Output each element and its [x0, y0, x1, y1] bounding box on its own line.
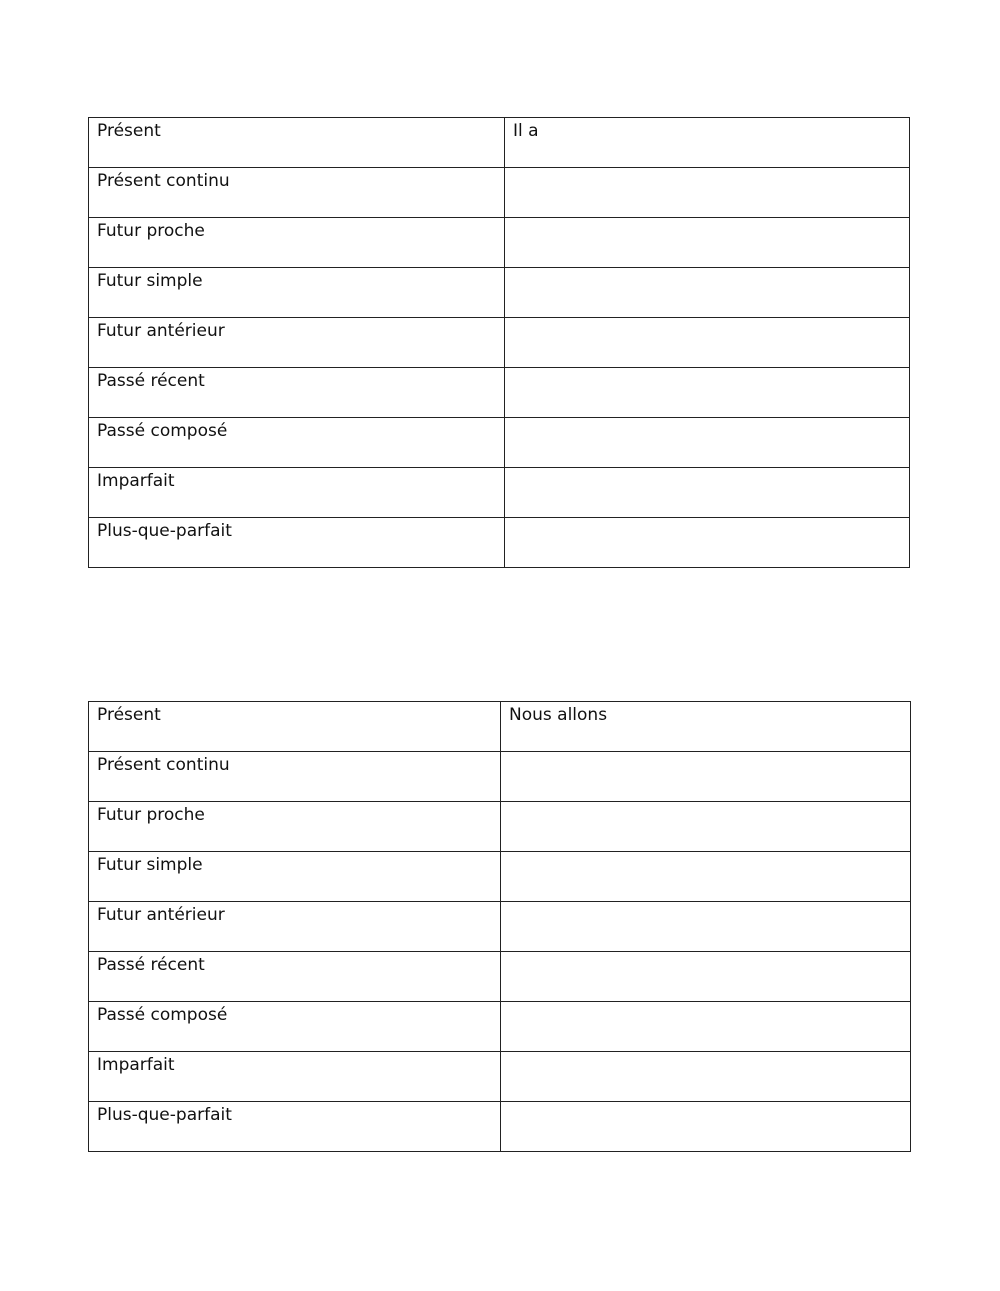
tense-label: Futur antérieur: [97, 321, 225, 341]
answer-cell[interactable]: [505, 218, 910, 268]
table-row: [89, 1102, 911, 1152]
tense-label: Présent continu: [97, 755, 230, 775]
tense-label: Présent continu: [97, 171, 230, 191]
subject-label: Il a: [513, 121, 539, 141]
subject-label: Nous allons: [509, 705, 608, 725]
tense-label: Passé récent: [97, 371, 205, 391]
tense-cell: [89, 1102, 501, 1152]
tense-label: Présent: [97, 705, 161, 725]
table-row: [89, 752, 911, 802]
answer-cell[interactable]: [501, 852, 911, 902]
answer-cell[interactable]: [505, 168, 910, 218]
table-row: [89, 268, 910, 318]
table-row: [89, 702, 911, 752]
tense-cell: [89, 218, 505, 268]
tense-cell: [89, 702, 501, 752]
conjugation-table-1: [88, 117, 910, 568]
table-row: [89, 468, 910, 518]
table-row: [89, 368, 910, 418]
tense-cell: [89, 1052, 501, 1102]
tense-cell: [89, 268, 505, 318]
tense-label: Passé composé: [97, 421, 228, 441]
table-row: [89, 418, 910, 468]
tense-cell: [89, 902, 501, 952]
tense-label: Imparfait: [97, 471, 175, 491]
conjugation-table-2: [88, 701, 911, 1152]
tense-label: Futur proche: [97, 221, 205, 241]
subject-cell: [505, 118, 910, 168]
table-row: [89, 168, 910, 218]
table-row: [89, 802, 911, 852]
table-row: [89, 318, 910, 368]
tense-cell: [89, 468, 505, 518]
tense-cell: [89, 1002, 501, 1052]
tense-label: Passé récent: [97, 955, 205, 975]
tense-cell: [89, 802, 501, 852]
table-row: [89, 902, 911, 952]
tense-label: Futur antérieur: [97, 905, 225, 925]
tense-label: Futur simple: [97, 271, 203, 291]
tense-cell: [89, 368, 505, 418]
table-row: [89, 118, 910, 168]
answer-cell[interactable]: [505, 518, 910, 568]
answer-cell[interactable]: [505, 418, 910, 468]
answer-cell[interactable]: [501, 902, 911, 952]
answer-cell[interactable]: [501, 952, 911, 1002]
tense-label: Plus-que-parfait: [97, 1105, 232, 1125]
answer-cell[interactable]: [501, 1102, 911, 1152]
answer-cell[interactable]: [505, 368, 910, 418]
tense-label: Futur simple: [97, 855, 203, 875]
table-row: [89, 1002, 911, 1052]
tense-label: Futur proche: [97, 805, 205, 825]
table-row: [89, 952, 911, 1002]
tense-cell: [89, 518, 505, 568]
tense-cell: [89, 418, 505, 468]
answer-cell[interactable]: [501, 752, 911, 802]
answer-cell[interactable]: [501, 1002, 911, 1052]
answer-cell[interactable]: [505, 468, 910, 518]
tense-cell: [89, 118, 505, 168]
tense-label: Passé composé: [97, 1005, 228, 1025]
tense-cell: [89, 952, 501, 1002]
answer-cell[interactable]: [505, 318, 910, 368]
tense-label: Imparfait: [97, 1055, 175, 1075]
tense-label: Plus-que-parfait: [97, 521, 232, 541]
answer-cell[interactable]: [501, 1052, 911, 1102]
answer-cell[interactable]: [505, 268, 910, 318]
tense-cell: [89, 852, 501, 902]
subject-cell: [501, 702, 911, 752]
tense-label: Présent: [97, 121, 161, 141]
table-row: [89, 518, 910, 568]
table-row: [89, 852, 911, 902]
tense-cell: [89, 318, 505, 368]
table-row: [89, 1052, 911, 1102]
tense-cell: [89, 168, 505, 218]
tense-cell: [89, 752, 501, 802]
answer-cell[interactable]: [501, 802, 911, 852]
table-row: [89, 218, 910, 268]
